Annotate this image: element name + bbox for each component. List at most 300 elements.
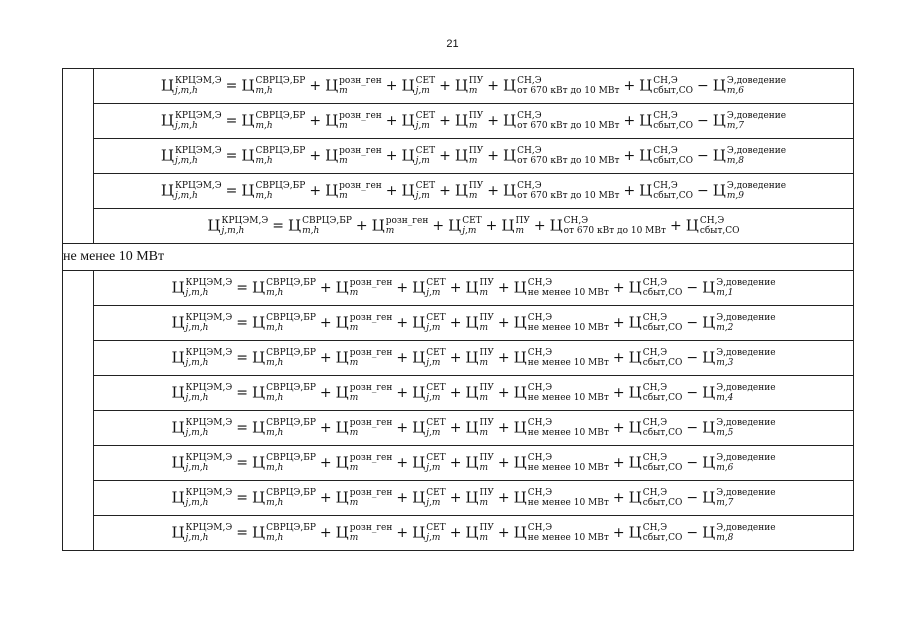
- term-subscript: m: [479, 358, 489, 368]
- term-scripts: [350, 278, 393, 298]
- term-superscript: СЕТ: [426, 488, 446, 498]
- term-subscript: не менее 10 МВт: [527, 463, 609, 473]
- term-subscript: j,m: [426, 358, 441, 368]
- term-superscript: СН,Э: [653, 146, 678, 156]
- dovedenie-term: [702, 383, 775, 403]
- term-base: Ц: [702, 418, 716, 437]
- formula-cell: [94, 481, 854, 516]
- dovedenie-term: [713, 181, 786, 201]
- plus-sign: +: [396, 350, 409, 366]
- term-subscript: m: [339, 121, 348, 131]
- term-base: Ц: [465, 278, 479, 297]
- term-scripts: [480, 488, 494, 508]
- term-superscript: СН,Э: [642, 348, 668, 358]
- term-subscript: не менее 10 МВт: [527, 323, 609, 333]
- term-base: Ц: [712, 146, 726, 165]
- term-subscript: m: [385, 226, 395, 236]
- sbyt-term: [629, 523, 683, 543]
- term-scripts: [416, 146, 435, 166]
- term-superscript: СН,Э: [527, 523, 553, 533]
- plus-sign: +: [309, 113, 322, 129]
- term-subscript: m,h: [266, 393, 284, 403]
- term-subscript: j,m: [426, 498, 441, 508]
- formula-cell: [94, 174, 854, 209]
- term-base: Ц: [335, 313, 349, 332]
- term-base: Ц: [252, 488, 266, 507]
- rozn-gen-term: [336, 488, 393, 508]
- term-scripts: [426, 523, 445, 543]
- term-superscript: розн_ген: [349, 418, 393, 428]
- term-superscript: СЕТ: [426, 313, 446, 323]
- term-superscript: СВРЦЭ,БР: [266, 383, 316, 393]
- pu-term: [465, 278, 493, 298]
- term-subscript: m,1: [716, 288, 734, 298]
- term-subscript: j,m: [415, 191, 430, 201]
- term-scripts: [643, 523, 683, 543]
- plus-sign: +: [623, 113, 636, 129]
- term-base: Ц: [639, 181, 653, 200]
- term-base: Ц: [465, 418, 479, 437]
- term-base: Ц: [171, 313, 185, 332]
- plus-sign: +: [396, 315, 409, 331]
- plus-sign: +: [319, 525, 332, 541]
- formula-row: [63, 209, 854, 244]
- set-term: [402, 111, 436, 131]
- term-scripts: [643, 383, 683, 403]
- plus-sign: +: [449, 350, 462, 366]
- sbyt-term: [629, 383, 683, 403]
- term-superscript: ПУ: [479, 418, 494, 428]
- term-base: Ц: [465, 453, 479, 472]
- term-superscript: СН,Э: [527, 278, 553, 288]
- term-subscript: не менее 10 МВт: [527, 498, 609, 508]
- term-scripts: [716, 278, 775, 298]
- term-base: Ц: [628, 383, 642, 402]
- term-superscript: розн_ген: [349, 523, 393, 533]
- term-superscript: СВРЦЭ,БР: [255, 111, 306, 121]
- pu-term: [465, 523, 493, 543]
- term-superscript: КРЦЭМ,Э: [185, 523, 233, 533]
- term-subscript: j,m: [462, 226, 477, 236]
- pu-term: [465, 313, 493, 333]
- term-base: Ц: [287, 216, 302, 235]
- term-superscript: КРЦЭМ,Э: [174, 111, 222, 121]
- term-subscript: сбыт,СО: [642, 393, 683, 403]
- term-subscript: m,7: [716, 498, 734, 508]
- formula-table-body: [63, 69, 854, 551]
- plus-sign: +: [497, 455, 510, 471]
- plus-sign: +: [449, 420, 462, 436]
- term-superscript: Э,доведение: [716, 453, 776, 463]
- term-scripts: [727, 76, 786, 96]
- plus-sign: +: [612, 385, 625, 401]
- term-base: Ц: [448, 216, 462, 235]
- term-superscript: Э,доведение: [726, 181, 787, 191]
- formula-cell: [94, 516, 854, 551]
- dovedenie-term: [702, 348, 775, 368]
- term-scripts: [386, 216, 429, 236]
- equals-sign: =: [225, 78, 238, 94]
- term-superscript: СН,Э: [642, 488, 668, 498]
- set-term: [412, 453, 446, 473]
- term-superscript: СН,Э: [527, 488, 553, 498]
- term-subscript: m: [479, 498, 489, 508]
- term-scripts: [175, 76, 222, 96]
- formula-cell: [94, 271, 854, 306]
- term-scripts: [517, 146, 619, 166]
- plus-sign: +: [309, 183, 322, 199]
- term-superscript: СН,Э: [527, 453, 553, 463]
- set-term: [402, 181, 436, 201]
- sbyt-term: [639, 181, 693, 201]
- term-subscript: j,m,h: [174, 86, 198, 96]
- term-scripts: [256, 181, 306, 201]
- term-subscript: m,h: [255, 86, 273, 96]
- term-base: Ц: [501, 216, 515, 235]
- sbyt-term: [629, 278, 683, 298]
- term-scripts: [643, 278, 683, 298]
- term-base: Ц: [454, 76, 468, 95]
- term-superscript: СЕТ: [426, 383, 446, 393]
- term-scripts: [266, 383, 316, 403]
- term-base: Ц: [325, 146, 339, 165]
- term-subscript: m,h: [302, 226, 320, 236]
- term-base: Ц: [412, 313, 426, 332]
- term-superscript: Э,доведение: [716, 488, 776, 498]
- page-number: 21: [446, 38, 459, 50]
- term-subscript: j,m,h: [185, 428, 209, 438]
- term-subscript: сбыт,СО: [642, 288, 683, 298]
- lhs-price-term: [171, 383, 232, 403]
- term-scripts: [517, 181, 619, 201]
- equals-sign: =: [236, 315, 248, 331]
- term-superscript: СН,Э: [527, 313, 553, 323]
- term-base: Ц: [241, 181, 255, 200]
- term-superscript: Э,доведение: [716, 523, 776, 533]
- lhs-price-term: [171, 418, 232, 438]
- term-base: Ц: [513, 383, 527, 402]
- term-subscript: m: [479, 323, 489, 333]
- term-subscript: m: [349, 498, 359, 508]
- plus-sign: +: [612, 315, 625, 331]
- formula-cell: [94, 209, 854, 244]
- term-base: Ц: [252, 348, 266, 367]
- term-superscript: СЕТ: [426, 278, 446, 288]
- pu-term: [455, 146, 483, 166]
- term-subscript: m: [468, 86, 478, 96]
- term-base: Ц: [628, 418, 642, 437]
- plus-sign: +: [396, 280, 409, 296]
- term-base: Ц: [401, 146, 415, 165]
- equals-sign: =: [272, 218, 284, 234]
- term-base: Ц: [160, 111, 174, 130]
- term-scripts: [643, 453, 683, 473]
- dovedenie-term: [713, 146, 786, 166]
- sbyt-term: [639, 76, 693, 96]
- term-scripts: [727, 111, 786, 131]
- term-base: Ц: [503, 181, 517, 200]
- term-scripts: [515, 216, 529, 236]
- term-base: Ц: [335, 348, 349, 367]
- term-base: Ц: [513, 453, 527, 472]
- term-subscript: j,m: [426, 428, 441, 438]
- plus-sign: +: [670, 218, 682, 234]
- term-subscript: j,m,h: [185, 358, 209, 368]
- term-base: Ц: [454, 111, 468, 130]
- term-scripts: [186, 453, 233, 473]
- term-base: Ц: [503, 146, 517, 165]
- term-superscript: розн_ген: [349, 453, 393, 463]
- term-subscript: j,m,h: [185, 288, 209, 298]
- term-scripts: [426, 348, 445, 368]
- term-base: Ц: [465, 488, 479, 507]
- term-subscript: j,m,h: [185, 498, 209, 508]
- term-superscript: КРЦЭМ,Э: [185, 348, 233, 358]
- set-term: [402, 76, 436, 96]
- term-subscript: j,m,h: [185, 393, 209, 403]
- term-superscript: СВРЦЭ,БР: [266, 453, 316, 463]
- svrce-term: [241, 111, 305, 131]
- term-scripts: [528, 488, 609, 508]
- term-superscript: СН,Э: [527, 383, 553, 393]
- equals-sign: =: [225, 113, 238, 129]
- plus-sign: +: [449, 315, 462, 331]
- term-base: Ц: [712, 181, 726, 200]
- term-base: Ц: [513, 313, 527, 332]
- term-scripts: [469, 181, 483, 201]
- lhs-price-term: [161, 111, 222, 131]
- dovedenie-term: [702, 418, 775, 438]
- term-superscript: Э,доведение: [716, 278, 776, 288]
- rozn-gen-term: [325, 76, 382, 96]
- term-scripts: [469, 146, 483, 166]
- term-scripts: [302, 216, 352, 236]
- minus-sign: −: [697, 78, 709, 94]
- plus-sign: +: [485, 218, 498, 234]
- minus-sign: −: [697, 148, 709, 164]
- term-scripts: [643, 313, 683, 333]
- term-base: Ц: [371, 216, 385, 235]
- term-base: Ц: [335, 488, 349, 507]
- term-scripts: [517, 76, 619, 96]
- pu-term: [465, 418, 493, 438]
- term-base: Ц: [207, 216, 221, 235]
- term-superscript: розн_ген: [349, 348, 393, 358]
- sbyt-term: [639, 111, 693, 131]
- term-superscript: КРЦЭМ,Э: [185, 418, 233, 428]
- term-scripts: [350, 383, 393, 403]
- svrce-term: [252, 348, 316, 368]
- term-subscript: m,h: [266, 323, 284, 333]
- term-base: Ц: [241, 111, 255, 130]
- term-subscript: m,h: [266, 498, 284, 508]
- plus-sign: +: [319, 315, 332, 331]
- term-scripts: [716, 523, 775, 543]
- term-superscript: Э,доведение: [716, 383, 776, 393]
- plus-sign: +: [319, 385, 332, 401]
- term-scripts: [222, 216, 269, 236]
- formula-cell: [94, 104, 854, 139]
- plus-sign: +: [396, 420, 409, 436]
- term-scripts: [426, 418, 445, 438]
- plus-sign: +: [487, 148, 500, 164]
- term-superscript: КРЦЭМ,Э: [185, 453, 233, 463]
- term-superscript: СВРЦЭ,БР: [255, 146, 306, 156]
- term-scripts: [350, 418, 393, 438]
- term-scripts: [266, 313, 316, 333]
- term-superscript: КРЦЭМ,Э: [174, 76, 222, 86]
- term-subscript: m: [479, 393, 489, 403]
- sn-power-term: [550, 216, 666, 236]
- plus-sign: +: [497, 385, 510, 401]
- term-scripts: [186, 418, 233, 438]
- term-base: Ц: [628, 313, 642, 332]
- svrce-term: [288, 216, 352, 236]
- term-scripts: [266, 278, 316, 298]
- term-superscript: СН,Э: [517, 146, 542, 156]
- term-scripts: [350, 523, 393, 543]
- term-superscript: розн_ген: [339, 181, 382, 191]
- term-superscript: розн_ген: [339, 146, 382, 156]
- lhs-price-term: [171, 348, 232, 368]
- term-superscript: розн_ген: [349, 313, 393, 323]
- term-subscript: m,h: [266, 358, 284, 368]
- term-superscript: розн_ген: [339, 111, 382, 121]
- plus-sign: +: [309, 148, 322, 164]
- term-superscript: СВРЦЭ,БР: [255, 76, 306, 86]
- term-subscript: j,m,h: [174, 156, 198, 166]
- term-superscript: Э,доведение: [716, 313, 776, 323]
- term-subscript: сбыт,СО: [699, 226, 740, 236]
- term-base: Ц: [702, 383, 716, 402]
- plus-sign: +: [439, 183, 451, 199]
- term-superscript: розн_ген: [349, 488, 393, 498]
- term-base: Ц: [401, 76, 415, 95]
- term-base: Ц: [465, 348, 479, 367]
- term-base: Ц: [702, 488, 716, 507]
- sbyt-term: [629, 453, 683, 473]
- sn-power-term: [514, 453, 609, 473]
- term-scripts: [480, 523, 494, 543]
- term-base: Ц: [171, 523, 185, 542]
- term-scripts: [480, 418, 494, 438]
- term-scripts: [528, 523, 609, 543]
- term-base: Ц: [465, 313, 479, 332]
- formula-cell: [94, 341, 854, 376]
- plus-sign: +: [612, 280, 625, 296]
- term-superscript: КРЦЭМ,Э: [185, 278, 233, 288]
- term-scripts: [416, 76, 435, 96]
- term-subscript: m: [468, 121, 478, 131]
- term-base: Ц: [702, 523, 716, 542]
- plus-sign: +: [612, 525, 625, 541]
- term-superscript: СН,Э: [642, 453, 668, 463]
- term-scripts: [480, 313, 494, 333]
- sbyt-term: [629, 418, 683, 438]
- plus-sign: +: [497, 420, 510, 436]
- sn-power-term: [503, 111, 619, 131]
- term-scripts: [350, 313, 393, 333]
- term-superscript: СН,Э: [699, 216, 725, 226]
- term-subscript: сбыт,СО: [642, 428, 683, 438]
- term-subscript: m: [349, 288, 359, 298]
- term-superscript: КРЦЭМ,Э: [185, 488, 233, 498]
- term-base: Ц: [628, 488, 642, 507]
- term-base: Ц: [252, 453, 266, 472]
- plus-sign: +: [487, 78, 500, 94]
- minus-sign: −: [686, 525, 699, 541]
- term-scripts: [480, 383, 494, 403]
- plus-sign: +: [449, 490, 462, 506]
- term-scripts: [339, 146, 382, 166]
- lhs-price-term: [171, 523, 232, 543]
- term-base: Ц: [412, 523, 426, 542]
- term-scripts: [175, 111, 222, 131]
- term-scripts: [653, 146, 693, 166]
- plus-sign: +: [612, 420, 625, 436]
- lhs-price-term: [207, 216, 268, 236]
- sbyt-term: [629, 348, 683, 368]
- term-subscript: m: [479, 533, 489, 543]
- term-superscript: СН,Э: [517, 181, 542, 191]
- lhs-price-term: [161, 146, 222, 166]
- term-subscript: m,8: [716, 533, 734, 543]
- term-base: Ц: [503, 111, 517, 130]
- term-subscript: сбыт,СО: [642, 463, 683, 473]
- term-scripts: [256, 146, 306, 166]
- term-scripts: [564, 216, 666, 236]
- term-subscript: m,h: [255, 191, 273, 201]
- term-scripts: [426, 383, 445, 403]
- term-scripts: [426, 488, 445, 508]
- rozn-gen-term: [325, 111, 382, 131]
- left-column-cell: [63, 271, 94, 551]
- plus-sign: +: [623, 148, 636, 164]
- term-base: Ц: [685, 216, 699, 235]
- svrce-term: [252, 523, 316, 543]
- term-scripts: [426, 313, 445, 333]
- term-base: Ц: [335, 278, 349, 297]
- term-scripts: [266, 488, 316, 508]
- term-base: Ц: [639, 146, 653, 165]
- term-base: Ц: [252, 383, 266, 402]
- rozn-gen-term: [336, 383, 393, 403]
- plus-sign: +: [533, 218, 546, 234]
- term-scripts: [426, 278, 445, 298]
- term-base: Ц: [702, 313, 716, 332]
- term-subscript: j,m: [426, 463, 441, 473]
- plus-sign: +: [432, 218, 445, 234]
- formula-row: [63, 376, 854, 411]
- term-base: Ц: [513, 488, 527, 507]
- term-superscript: розн_ген: [339, 76, 382, 86]
- lhs-price-term: [171, 278, 232, 298]
- term-superscript: СН,Э: [653, 76, 678, 86]
- set-term: [412, 418, 446, 438]
- term-base: Ц: [160, 181, 174, 200]
- formula-row: [63, 174, 854, 209]
- formula-row: [63, 446, 854, 481]
- dovedenie-term: [702, 488, 775, 508]
- equals-sign: =: [236, 525, 248, 541]
- term-scripts: [727, 146, 786, 166]
- term-scripts: [350, 348, 393, 368]
- plus-sign: +: [319, 455, 332, 471]
- term-base: Ц: [712, 111, 726, 130]
- term-superscript: СЕТ: [415, 146, 436, 156]
- term-superscript: Э,доведение: [716, 348, 776, 358]
- term-base: Ц: [171, 488, 185, 507]
